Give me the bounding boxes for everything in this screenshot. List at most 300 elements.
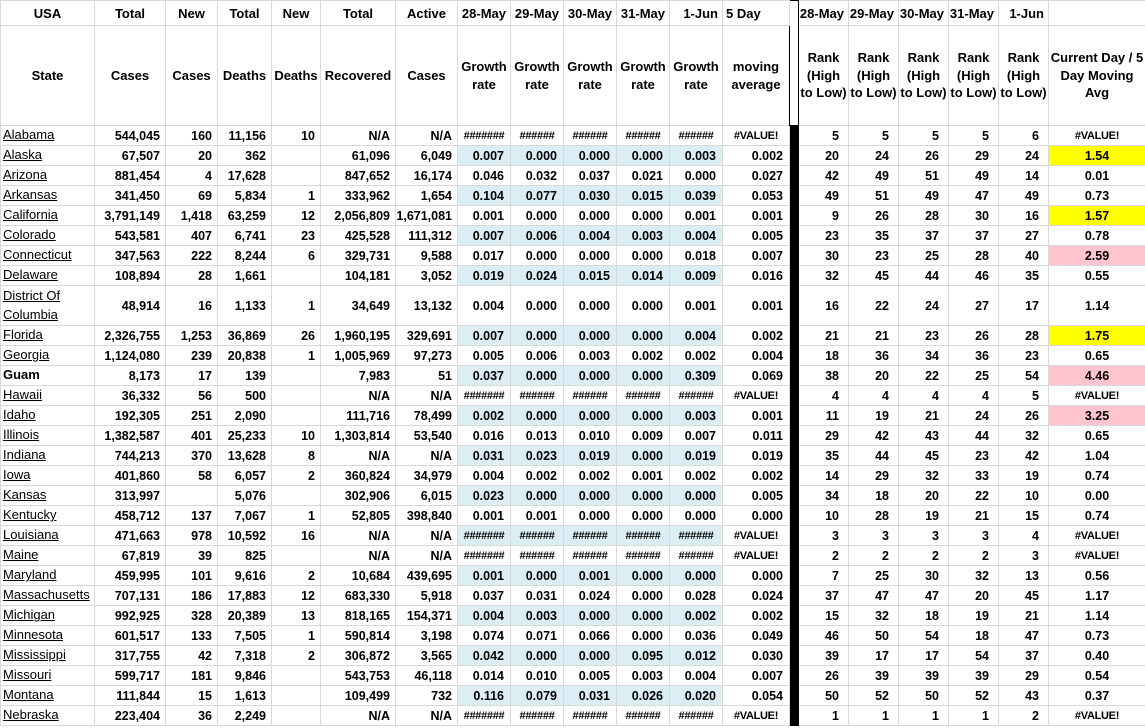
cell-state[interactable]: [1, 206, 95, 226]
cell-total-cases[interactable]: 471,663: [95, 526, 166, 546]
cell-growth-rate-2[interactable]: 0.010: [511, 666, 564, 686]
cell-growth-rate-3[interactable]: 0.015: [564, 266, 617, 286]
cell-active-cases[interactable]: 6,049: [396, 146, 458, 166]
cell-5day-average[interactable]: 0.004: [723, 346, 790, 366]
cell-5day-average[interactable]: 0.005: [723, 486, 790, 506]
cell-total-cases[interactable]: 707,131: [95, 586, 166, 606]
cell-rank-5[interactable]: 5: [999, 386, 1049, 406]
cell-new-cases[interactable]: 370: [166, 446, 218, 466]
cell-growth-rate-4[interactable]: 0.001: [617, 466, 670, 486]
cell-growth-rate-4[interactable]: 0.000: [617, 326, 670, 346]
cell-rank-3[interactable]: 24: [899, 286, 949, 326]
cell-growth-rate-3[interactable]: 0.001: [564, 566, 617, 586]
cell-rank-3[interactable]: 37: [899, 226, 949, 246]
cell-growth-rate-5[interactable]: ######: [670, 706, 723, 726]
cell-total-cases[interactable]: 67,819: [95, 546, 166, 566]
cell-growth-rate-4[interactable]: 0.014: [617, 266, 670, 286]
header-growth-rate-3[interactable]: Growth rate: [564, 26, 617, 126]
cell-total-deaths[interactable]: 1,133: [218, 286, 272, 326]
cell-rank-2[interactable]: 50: [849, 626, 899, 646]
cell-new-deaths[interactable]: [272, 486, 321, 506]
cell-total-deaths[interactable]: 500: [218, 386, 272, 406]
cell-growth-rate-3[interactable]: 0.000: [564, 286, 617, 326]
cell-rank-5[interactable]: 16: [999, 206, 1049, 226]
cell-growth-rate-5[interactable]: 0.007: [670, 426, 723, 446]
cell-rank-3[interactable]: 34: [899, 346, 949, 366]
cell-rank-4[interactable]: 5: [949, 126, 999, 146]
cell-recovered[interactable]: 302,906: [321, 486, 396, 506]
cell-rank-2[interactable]: 1: [849, 706, 899, 726]
cell-growth-rate-5[interactable]: 0.004: [670, 666, 723, 686]
cell-growth-rate-2[interactable]: 0.000: [511, 566, 564, 586]
cell-current-ratio[interactable]: 1.75: [1049, 326, 1145, 346]
cell-growth-rate-4[interactable]: 0.000: [617, 366, 670, 386]
cell-total-cases[interactable]: 992,925: [95, 606, 166, 626]
cell-recovered[interactable]: 2,056,809: [321, 206, 396, 226]
cell-new-cases[interactable]: 42: [166, 646, 218, 666]
cell-total-cases[interactable]: 192,305: [95, 406, 166, 426]
cell-growth-rate-4[interactable]: 0.000: [617, 586, 670, 606]
cell-recovered[interactable]: 683,330: [321, 586, 396, 606]
cell-growth-rate-2[interactable]: 0.002: [511, 466, 564, 486]
cell-rank-3[interactable]: 17: [899, 646, 949, 666]
cell-active-cases[interactable]: 53,540: [396, 426, 458, 446]
cell-growth-rate-3[interactable]: 0.000: [564, 246, 617, 266]
cell-growth-rate-3[interactable]: 0.030: [564, 186, 617, 206]
cell-growth-rate-4[interactable]: 0.000: [617, 566, 670, 586]
cell-recovered[interactable]: 590,814: [321, 626, 396, 646]
cell-5day-average[interactable]: 0.002: [723, 466, 790, 486]
cell-5day-average[interactable]: 0.011: [723, 426, 790, 446]
cell-state[interactable]: [1, 566, 95, 586]
cell-new-deaths[interactable]: 1: [272, 626, 321, 646]
cell-growth-rate-2[interactable]: 0.006: [511, 346, 564, 366]
cell-growth-rate-4[interactable]: 0.021: [617, 166, 670, 186]
cell-new-deaths[interactable]: [272, 406, 321, 426]
cell-growth-rate-1[interactable]: 0.001: [458, 506, 511, 526]
cell-rank-3[interactable]: 20: [899, 486, 949, 506]
cell-growth-rate-5[interactable]: 0.001: [670, 286, 723, 326]
cell-growth-rate-1[interactable]: 0.042: [458, 646, 511, 666]
cell-state[interactable]: [1, 166, 95, 186]
cell-new-cases[interactable]: 69: [166, 186, 218, 206]
cell-rank-2[interactable]: 52: [849, 686, 899, 706]
cell-growth-rate-1[interactable]: 0.031: [458, 446, 511, 466]
header-growth-rate-2[interactable]: Growth rate: [511, 26, 564, 126]
cell-current-ratio[interactable]: 1.14: [1049, 606, 1145, 626]
cell-growth-rate-4[interactable]: 0.000: [617, 406, 670, 426]
cell-rank-4[interactable]: 21: [949, 506, 999, 526]
cell-state[interactable]: [1, 526, 95, 546]
cell-new-cases[interactable]: 186: [166, 586, 218, 606]
cell-total-deaths[interactable]: 9,846: [218, 666, 272, 686]
cell-rank-4[interactable]: 44: [949, 426, 999, 446]
cell-growth-rate-1[interactable]: 0.007: [458, 146, 511, 166]
cell-rank-5[interactable]: 37: [999, 646, 1049, 666]
cell-active-cases[interactable]: 1,654: [396, 186, 458, 206]
header-rank-4[interactable]: Rank (High to Low): [949, 26, 999, 126]
cell-rank-3[interactable]: 23: [899, 326, 949, 346]
cell-rank-1[interactable]: 21: [799, 326, 849, 346]
cell-growth-rate-3[interactable]: 0.031: [564, 686, 617, 706]
cell-growth-rate-4[interactable]: 0.000: [617, 206, 670, 226]
cell-new-cases[interactable]: 17: [166, 366, 218, 386]
cell-growth-rate-1[interactable]: 0.046: [458, 166, 511, 186]
cell-rank-2[interactable]: 44: [849, 446, 899, 466]
cell-new-cases[interactable]: [166, 486, 218, 506]
cell-rank-3[interactable]: 2: [899, 546, 949, 566]
cell-recovered[interactable]: 425,528: [321, 226, 396, 246]
cell-growth-rate-3[interactable]: ######: [564, 546, 617, 566]
cell-total-cases[interactable]: 401,860: [95, 466, 166, 486]
header-blank-cell[interactable]: [1049, 1, 1145, 26]
cell-state[interactable]: [1, 706, 95, 726]
cell-rank-5[interactable]: 42: [999, 446, 1049, 466]
cell-growth-rate-5[interactable]: 0.003: [670, 146, 723, 166]
cell-rank-3[interactable]: 21: [899, 406, 949, 426]
cell-new-deaths[interactable]: 13: [272, 606, 321, 626]
cell-rank-1[interactable]: 34: [799, 486, 849, 506]
header-growth-date-2[interactable]: 29-May: [511, 1, 564, 26]
cell-5day-average[interactable]: 0.024: [723, 586, 790, 606]
cell-rank-2[interactable]: 25: [849, 566, 899, 586]
header-growth-rate-5[interactable]: Growth rate: [670, 26, 723, 126]
cell-new-cases[interactable]: 401: [166, 426, 218, 446]
cell-rank-1[interactable]: 7: [799, 566, 849, 586]
cell-growth-rate-1[interactable]: 0.001: [458, 566, 511, 586]
cell-rank-3[interactable]: 49: [899, 186, 949, 206]
cell-rank-1[interactable]: 35: [799, 446, 849, 466]
cell-total-cases[interactable]: 3,791,149: [95, 206, 166, 226]
cell-rank-1[interactable]: 38: [799, 366, 849, 386]
cell-growth-rate-3[interactable]: 0.000: [564, 146, 617, 166]
cell-growth-rate-1[interactable]: 0.004: [458, 286, 511, 326]
cell-rank-2[interactable]: 21: [849, 326, 899, 346]
cell-5day-average[interactable]: 0.001: [723, 206, 790, 226]
cell-new-cases[interactable]: 251: [166, 406, 218, 426]
cell-growth-rate-4[interactable]: 0.015: [617, 186, 670, 206]
cell-new-deaths[interactable]: [272, 266, 321, 286]
cell-state[interactable]: [1, 506, 95, 526]
cell-rank-3[interactable]: 22: [899, 366, 949, 386]
cell-current-ratio[interactable]: #VALUE!: [1049, 526, 1145, 546]
cell-recovered[interactable]: 543,753: [321, 666, 396, 686]
cell-rank-2[interactable]: 49: [849, 166, 899, 186]
cell-new-cases[interactable]: 56: [166, 386, 218, 406]
cell-new-deaths[interactable]: 16: [272, 526, 321, 546]
cell-growth-rate-5[interactable]: 0.309: [670, 366, 723, 386]
cell-growth-rate-2[interactable]: ######: [511, 526, 564, 546]
cell-recovered[interactable]: N/A: [321, 526, 396, 546]
cell-rank-1[interactable]: 42: [799, 166, 849, 186]
cell-active-cases[interactable]: 398,840: [396, 506, 458, 526]
cell-recovered[interactable]: 329,731: [321, 246, 396, 266]
cell-rank-1[interactable]: 5: [799, 126, 849, 146]
cell-active-cases[interactable]: N/A: [396, 386, 458, 406]
cell-new-cases[interactable]: 160: [166, 126, 218, 146]
header-total-cases-group[interactable]: Total: [95, 1, 166, 26]
cell-total-cases[interactable]: 458,712: [95, 506, 166, 526]
cell-growth-rate-2[interactable]: 0.006: [511, 226, 564, 246]
cell-growth-rate-1[interactable]: #######: [458, 386, 511, 406]
cell-rank-3[interactable]: 19: [899, 506, 949, 526]
cell-new-deaths[interactable]: 8: [272, 446, 321, 466]
cell-growth-rate-5[interactable]: 0.000: [670, 566, 723, 586]
cell-growth-rate-2[interactable]: 0.013: [511, 426, 564, 446]
cell-rank-4[interactable]: 23: [949, 446, 999, 466]
cell-growth-rate-3[interactable]: 0.019: [564, 446, 617, 466]
cell-current-ratio[interactable]: 0.73: [1049, 626, 1145, 646]
cell-total-cases[interactable]: 341,450: [95, 186, 166, 206]
cell-current-ratio[interactable]: #VALUE!: [1049, 126, 1145, 146]
cell-growth-rate-3[interactable]: ######: [564, 706, 617, 726]
header-current-day-ratio[interactable]: Current Day / 5 Day Moving Avg: [1049, 26, 1145, 126]
cell-active-cases[interactable]: 3,565: [396, 646, 458, 666]
header-state[interactable]: State: [1, 26, 95, 126]
cell-active-cases[interactable]: 9,588: [396, 246, 458, 266]
cell-current-ratio[interactable]: 0.55: [1049, 266, 1145, 286]
cell-growth-rate-2[interactable]: 0.032: [511, 166, 564, 186]
cell-growth-rate-5[interactable]: 0.003: [670, 406, 723, 426]
cell-current-ratio[interactable]: #VALUE!: [1049, 546, 1145, 566]
cell-growth-rate-3[interactable]: 0.000: [564, 366, 617, 386]
cell-rank-4[interactable]: 28: [949, 246, 999, 266]
cell-growth-rate-3[interactable]: 0.010: [564, 426, 617, 446]
cell-total-deaths[interactable]: 7,067: [218, 506, 272, 526]
cell-rank-5[interactable]: 13: [999, 566, 1049, 586]
cell-state[interactable]: [1, 126, 95, 146]
cell-total-cases[interactable]: 313,997: [95, 486, 166, 506]
cell-new-deaths[interactable]: [272, 366, 321, 386]
cell-rank-2[interactable]: 23: [849, 246, 899, 266]
cell-new-cases[interactable]: 328: [166, 606, 218, 626]
cell-state[interactable]: [1, 546, 95, 566]
cell-current-ratio[interactable]: 3.25: [1049, 406, 1145, 426]
cell-new-cases[interactable]: 4: [166, 166, 218, 186]
header-cases[interactable]: Cases: [95, 26, 166, 126]
cell-rank-2[interactable]: 51: [849, 186, 899, 206]
cell-rank-4[interactable]: 29: [949, 146, 999, 166]
cell-growth-rate-1[interactable]: #######: [458, 526, 511, 546]
cell-5day-average[interactable]: 0.030: [723, 646, 790, 666]
cell-rank-2[interactable]: 24: [849, 146, 899, 166]
header-active-cases[interactable]: Cases: [396, 26, 458, 126]
cell-5day-average[interactable]: 0.002: [723, 146, 790, 166]
cell-rank-3[interactable]: 45: [899, 446, 949, 466]
header-rank-date-3[interactable]: 30-May: [899, 1, 949, 26]
cell-active-cases[interactable]: N/A: [396, 706, 458, 726]
cell-new-deaths[interactable]: 12: [272, 206, 321, 226]
cell-total-cases[interactable]: 8,173: [95, 366, 166, 386]
cell-rank-2[interactable]: 19: [849, 406, 899, 426]
cell-growth-rate-5[interactable]: 0.039: [670, 186, 723, 206]
cell-growth-rate-2[interactable]: ######: [511, 706, 564, 726]
cell-total-cases[interactable]: 36,332: [95, 386, 166, 406]
cell-5day-average[interactable]: 0.053: [723, 186, 790, 206]
cell-5day-average[interactable]: 0.005: [723, 226, 790, 246]
cell-recovered[interactable]: 360,824: [321, 466, 396, 486]
cell-new-deaths[interactable]: 10: [272, 126, 321, 146]
cell-rank-2[interactable]: 17: [849, 646, 899, 666]
cell-state[interactable]: [1, 646, 95, 666]
cell-state[interactable]: [1, 426, 95, 446]
cell-rank-4[interactable]: 24: [949, 406, 999, 426]
cell-new-deaths[interactable]: [272, 666, 321, 686]
cell-total-deaths[interactable]: 25,233: [218, 426, 272, 446]
cell-rank-5[interactable]: 47: [999, 626, 1049, 646]
cell-5day-average[interactable]: #VALUE!: [723, 706, 790, 726]
cell-rank-4[interactable]: 37: [949, 226, 999, 246]
cell-rank-2[interactable]: 5: [849, 126, 899, 146]
cell-total-deaths[interactable]: 6,741: [218, 226, 272, 246]
cell-total-deaths[interactable]: 7,318: [218, 646, 272, 666]
cell-new-deaths[interactable]: [272, 686, 321, 706]
cell-rank-4[interactable]: 32: [949, 566, 999, 586]
cell-rank-1[interactable]: 49: [799, 186, 849, 206]
cell-total-deaths[interactable]: 6,057: [218, 466, 272, 486]
cell-total-cases[interactable]: 881,454: [95, 166, 166, 186]
cell-current-ratio[interactable]: 1.54: [1049, 146, 1145, 166]
cell-rank-4[interactable]: 1: [949, 706, 999, 726]
cell-total-deaths[interactable]: 7,505: [218, 626, 272, 646]
cell-growth-rate-2[interactable]: 0.000: [511, 206, 564, 226]
header-new-deaths[interactable]: Deaths: [272, 26, 321, 126]
cell-growth-rate-5[interactable]: ######: [670, 526, 723, 546]
cell-rank-4[interactable]: 2: [949, 546, 999, 566]
cell-rank-5[interactable]: 2: [999, 706, 1049, 726]
cell-new-deaths[interactable]: 6: [272, 246, 321, 266]
cell-growth-rate-4[interactable]: ######: [617, 386, 670, 406]
cell-current-ratio[interactable]: 1.17: [1049, 586, 1145, 606]
cell-recovered[interactable]: 847,652: [321, 166, 396, 186]
cell-active-cases[interactable]: 34,979: [396, 466, 458, 486]
cell-total-cases[interactable]: 601,517: [95, 626, 166, 646]
cell-growth-rate-1[interactable]: #######: [458, 126, 511, 146]
cell-current-ratio[interactable]: 4.46: [1049, 366, 1145, 386]
cell-new-cases[interactable]: 137: [166, 506, 218, 526]
cell-state[interactable]: [1, 606, 95, 626]
cell-new-cases[interactable]: 28: [166, 266, 218, 286]
cell-5day-average[interactable]: 0.069: [723, 366, 790, 386]
cell-rank-1[interactable]: 18: [799, 346, 849, 366]
cell-growth-rate-2[interactable]: 0.000: [511, 646, 564, 666]
cell-current-ratio[interactable]: #VALUE!: [1049, 706, 1145, 726]
cell-recovered[interactable]: 111,716: [321, 406, 396, 426]
header-rank-date-4[interactable]: 31-May: [949, 1, 999, 26]
cell-total-deaths[interactable]: 63,259: [218, 206, 272, 226]
cell-recovered[interactable]: 109,499: [321, 686, 396, 706]
cell-growth-rate-5[interactable]: 0.009: [670, 266, 723, 286]
cell-rank-1[interactable]: 16: [799, 286, 849, 326]
cell-5day-average[interactable]: 0.000: [723, 566, 790, 586]
cell-growth-rate-2[interactable]: 0.000: [511, 366, 564, 386]
cell-current-ratio[interactable]: 0.73: [1049, 186, 1145, 206]
cell-rank-3[interactable]: 39: [899, 666, 949, 686]
cell-new-cases[interactable]: 407: [166, 226, 218, 246]
cell-rank-1[interactable]: 39: [799, 646, 849, 666]
cell-rank-2[interactable]: 36: [849, 346, 899, 366]
cell-rank-5[interactable]: 15: [999, 506, 1049, 526]
cell-rank-1[interactable]: 11: [799, 406, 849, 426]
cell-new-cases[interactable]: 978: [166, 526, 218, 546]
cell-rank-2[interactable]: 47: [849, 586, 899, 606]
cell-rank-5[interactable]: 4: [999, 526, 1049, 546]
cell-recovered[interactable]: 52,805: [321, 506, 396, 526]
cell-total-cases[interactable]: 223,404: [95, 706, 166, 726]
cell-rank-3[interactable]: 4: [899, 386, 949, 406]
cell-rank-4[interactable]: 54: [949, 646, 999, 666]
cell-state[interactable]: [1, 366, 95, 386]
cell-growth-rate-3[interactable]: 0.024: [564, 586, 617, 606]
cell-new-cases[interactable]: 1,253: [166, 326, 218, 346]
header-rank-date-5[interactable]: 1-Jun: [999, 1, 1049, 26]
header-total-recovered-group[interactable]: Total: [321, 1, 396, 26]
cell-current-ratio[interactable]: 0.65: [1049, 346, 1145, 366]
cell-rank-1[interactable]: 29: [799, 426, 849, 446]
cell-growth-rate-5[interactable]: 0.000: [670, 486, 723, 506]
cell-new-deaths[interactable]: 1: [272, 346, 321, 366]
cell-rank-3[interactable]: 43: [899, 426, 949, 446]
cell-rank-5[interactable]: 43: [999, 686, 1049, 706]
cell-growth-rate-4[interactable]: ######: [617, 526, 670, 546]
cell-new-deaths[interactable]: 12: [272, 586, 321, 606]
cell-rank-5[interactable]: 54: [999, 366, 1049, 386]
cell-recovered[interactable]: 7,983: [321, 366, 396, 386]
cell-active-cases[interactable]: 78,499: [396, 406, 458, 426]
cell-growth-rate-3[interactable]: ######: [564, 126, 617, 146]
cell-recovered[interactable]: N/A: [321, 446, 396, 466]
cell-growth-rate-4[interactable]: 0.000: [617, 146, 670, 166]
cell-growth-rate-5[interactable]: 0.002: [670, 466, 723, 486]
cell-growth-rate-1[interactable]: 0.019: [458, 266, 511, 286]
cell-total-deaths[interactable]: 139: [218, 366, 272, 386]
cell-rank-3[interactable]: 30: [899, 566, 949, 586]
cell-rank-4[interactable]: 47: [949, 186, 999, 206]
cell-growth-rate-2[interactable]: 0.000: [511, 326, 564, 346]
cell-rank-3[interactable]: 50: [899, 686, 949, 706]
cell-new-cases[interactable]: 16: [166, 286, 218, 326]
cell-total-deaths[interactable]: 2,090: [218, 406, 272, 426]
cell-growth-rate-1[interactable]: 0.001: [458, 206, 511, 226]
header-active-group[interactable]: Active: [396, 1, 458, 26]
cell-rank-5[interactable]: 45: [999, 586, 1049, 606]
cell-growth-rate-1[interactable]: 0.074: [458, 626, 511, 646]
cell-growth-rate-1[interactable]: 0.104: [458, 186, 511, 206]
cell-rank-1[interactable]: 32: [799, 266, 849, 286]
cell-growth-rate-4[interactable]: 0.000: [617, 246, 670, 266]
cell-state[interactable]: [1, 326, 95, 346]
cell-new-deaths[interactable]: 1: [272, 186, 321, 206]
cell-active-cases[interactable]: 154,371: [396, 606, 458, 626]
cell-5day-average[interactable]: #VALUE!: [723, 126, 790, 146]
cell-growth-rate-2[interactable]: ######: [511, 386, 564, 406]
cell-5day-average[interactable]: 0.019: [723, 446, 790, 466]
header-five-day[interactable]: 5 Day: [723, 1, 790, 26]
cell-new-deaths[interactable]: [272, 386, 321, 406]
cell-growth-rate-3[interactable]: 0.000: [564, 646, 617, 666]
cell-rank-1[interactable]: 3: [799, 526, 849, 546]
cell-state[interactable]: [1, 146, 95, 166]
cell-total-cases[interactable]: 544,045: [95, 126, 166, 146]
cell-growth-rate-2[interactable]: 0.077: [511, 186, 564, 206]
cell-rank-1[interactable]: 30: [799, 246, 849, 266]
cell-current-ratio[interactable]: 0.40: [1049, 646, 1145, 666]
cell-state[interactable]: [1, 666, 95, 686]
cell-growth-rate-2[interactable]: 0.000: [511, 406, 564, 426]
cell-growth-rate-5[interactable]: 0.002: [670, 346, 723, 366]
cell-rank-4[interactable]: 39: [949, 666, 999, 686]
cell-rank-4[interactable]: 49: [949, 166, 999, 186]
